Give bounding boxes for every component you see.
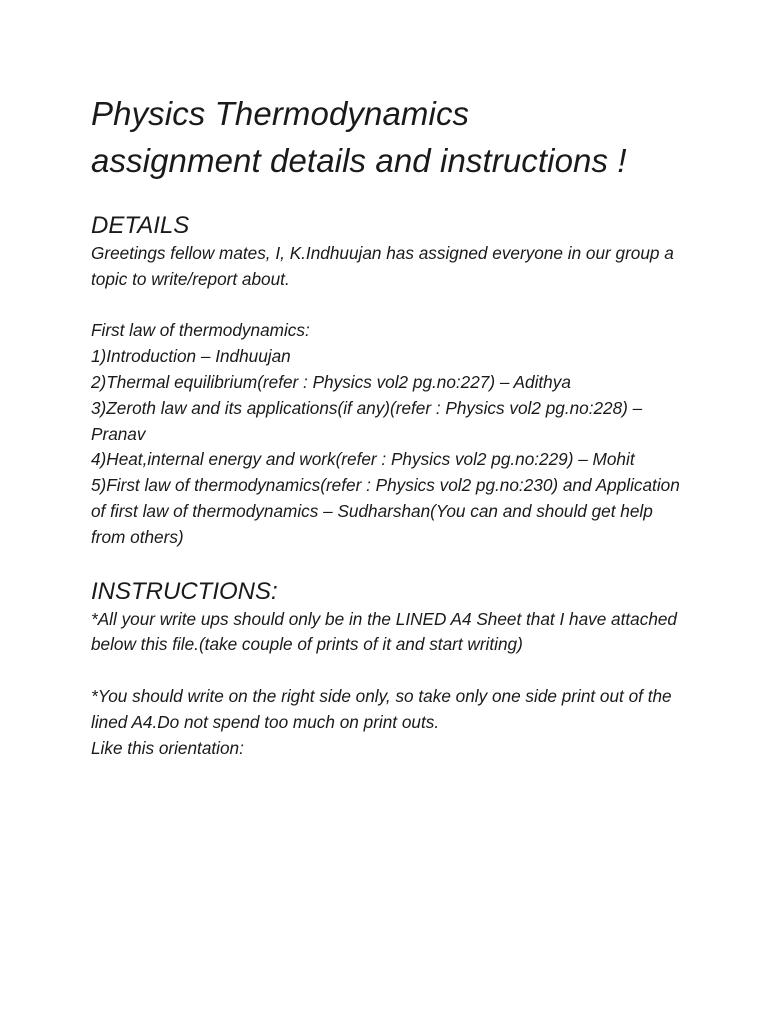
list-item: 2)Thermal equilibrium(refer : Physics vol2 pg.no:227) – Adithya <box>91 371 571 392</box>
instructions-heading: INSTRUCTIONS: <box>91 577 278 605</box>
spacer <box>91 658 691 684</box>
details-heading: DETAILS <box>91 212 190 239</box>
list-item: 3)Zeroth law and its applications(if any)(refer : Physics vol2 pg.no:228) – Pranav <box>91 397 643 444</box>
spacer <box>91 293 691 319</box>
instruction-item: *All your write ups should only be in the LINED A4 Sheet that I have attached below this file.(take couple of prints of it and start writing) <box>91 608 677 655</box>
list-item: 5)First law of thermodynamics(refer : Physics vol2 pg.no:230) and Application of first law of thermodynamics – Sudharshan(You can and should get help from others) <box>91 475 680 547</box>
list-item: 4)Heat,internal energy and work(refer : Physics vol2 pg.no:229) – Mohit <box>91 449 635 470</box>
document-title <box>91 90 691 184</box>
instruction-item: *You should write on the right side only, so take only one side print out of the lined A4.Do not spend too much on print outs. <box>91 685 672 732</box>
title-line-1: Physics Thermodynamics <box>91 95 470 132</box>
instruction-item: Like this orientation: <box>91 737 244 758</box>
topic-list <box>91 344 691 550</box>
document-page <box>91 90 691 761</box>
topic-heading: First law of thermodynamics: <box>91 320 310 341</box>
list-item: 1)Introduction – Indhuujan <box>91 346 291 367</box>
title-line-2: assignment details and instructions ! <box>91 142 627 179</box>
details-intro: Greetings fellow mates, I, K.Indhuujan has assigned everyone in our group a topic to write/report about. <box>91 243 674 289</box>
